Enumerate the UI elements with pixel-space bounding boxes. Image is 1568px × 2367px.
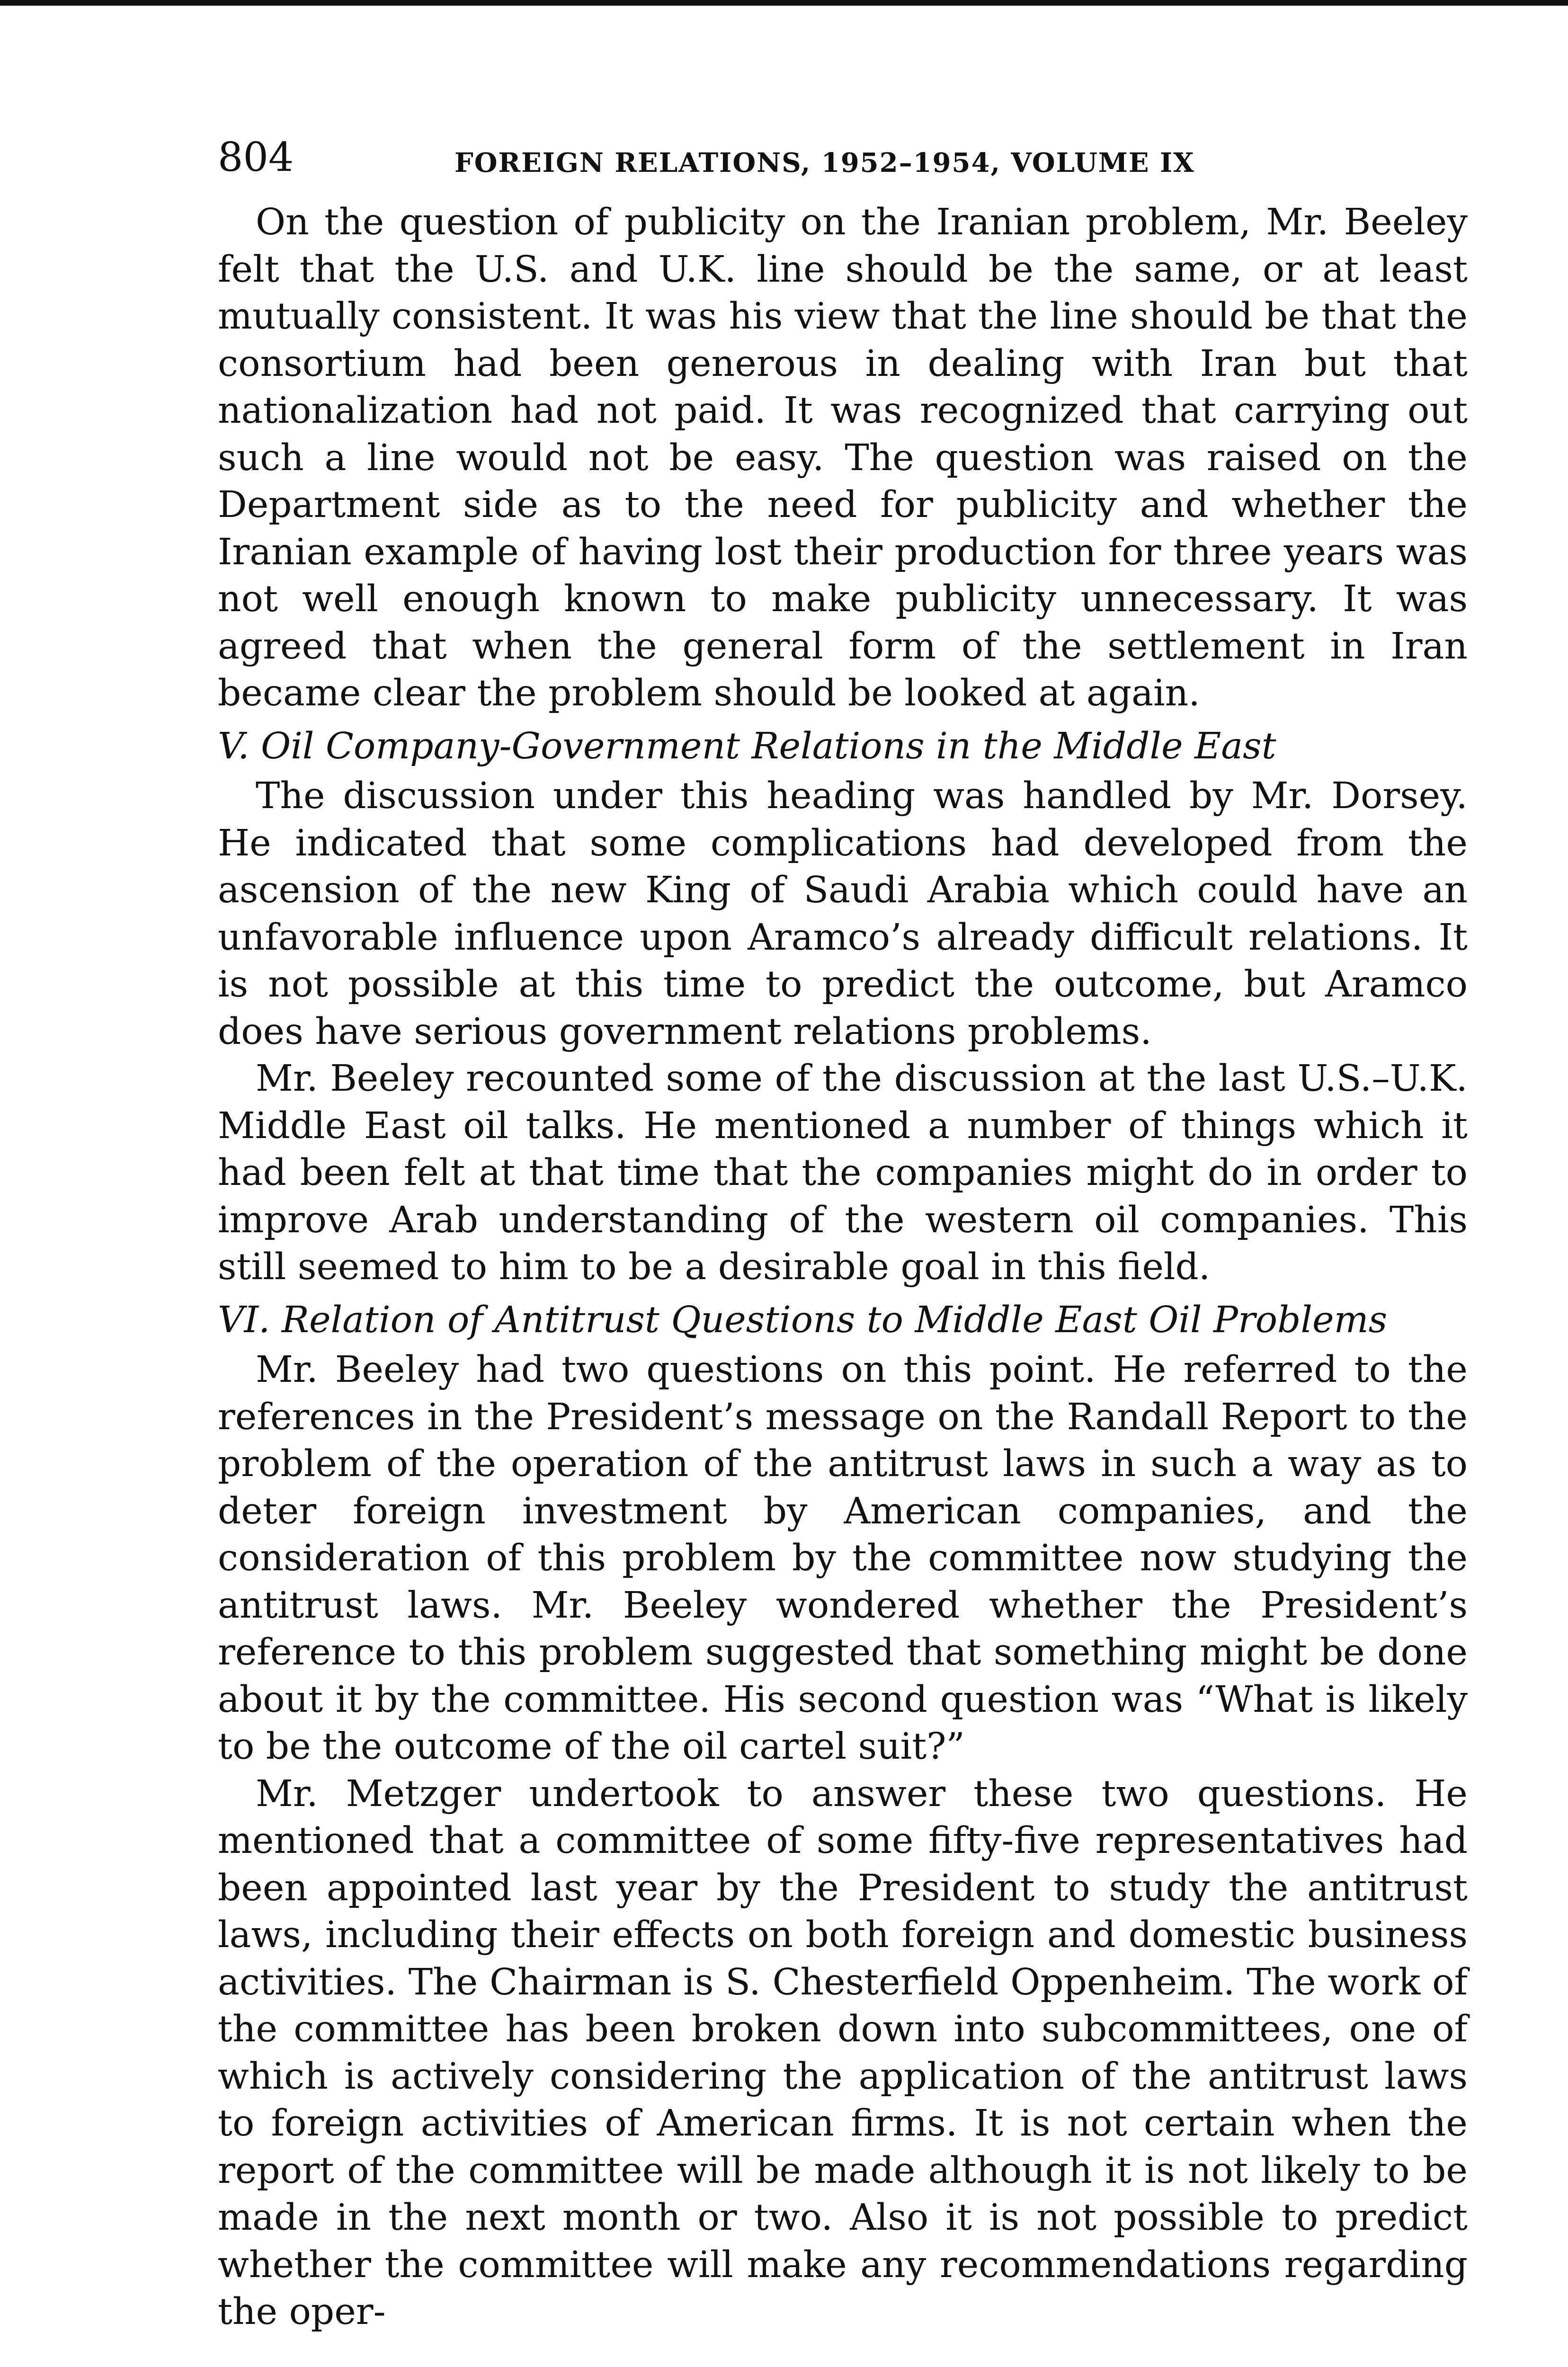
paragraph-beeley-questions: Mr. Beeley had two questions on this point. He referred to the references in the President’s message on the Randall Report to the problem of the operation of the antitrust laws in such a way as to deter foreign investment by American companies, and the consideration of this problem by the committee now studying the antitrust laws. Mr. Beeley wondered whether the President’s reference to this problem suggested that something might be done about it by the committee. His second question was “What is likely to be the outcome of the oil cartel suit?” [218, 1349, 1468, 1768]
top-border-rule [0, 0, 1568, 6]
document-page [218, 134, 1468, 2336]
paragraph-publicity: On the question of publicity on the Iranian problem, Mr. Beeley felt that the U.S. and U.K. line should be the same, or at least mutually consistent. It was his view that the line should be that the consortium had been generous in dealing with Iran but that nationalization had not paid. It was recognized that carrying out such a line would not be easy. The question was raised on the Department side as to the need for publicity and whether the Iranian example of having lost their production for three years was not well enough known to make publicity unnecessary. It was agreed that when the general form of the settlement in Iran became clear the problem should be looked at again. [218, 201, 1468, 714]
section-heading-vi: VI. Relation of Antitrust Questions to Middle East Oil Problems [218, 1299, 1388, 1341]
paragraph-beeley-talks: Mr. Beeley recounted some of the discussion at the last U.S.–U.K. Middle East oil talks. He mentioned a number of things which it had been felt at that time that the companies might do in order to improve Arab understanding of the western oil companies. This still seemed to him to be a desirable goal in this field. [218, 1058, 1468, 1288]
section-heading-v: V. Oil Company-Government Relations in the Middle East [218, 725, 1276, 767]
paragraph-dorsey: The discussion under this heading was handled by Mr. Dorsey. He indicated that some complications had developed from the ascension of the new King of Saudi Arabia which could have an unfavorable influence upon Aramco’s already difficult relations. It is not possible at this time to predict the outcome, but Aramco does have serious government relations problems. [218, 775, 1468, 1053]
paragraph-metzger: Mr. Metzger undertook to answer these two questions. He mentioned that a committee of some fifty-five representatives had been appointed last year by the President to study the antitrust laws, including their effects on both foreign and domestic business activities. The Chairman is S. Chesterfield Oppenheim. The work of the committee has been broken down into subcommittees, one of which is actively considering the application of the antitrust laws to foreign activities of American firms. It is not certain when the report of the committee will be made although it is not likely to be made in the next month or two. Also it is not possible to predict whether the committee will make any recommendations regarding the oper- [218, 1772, 1468, 2333]
page-number: 804 [218, 134, 294, 180]
running-head: FOREIGN RELATIONS, 1952–1954, VOLUME IX [454, 147, 1195, 178]
page-header [218, 134, 1468, 199]
